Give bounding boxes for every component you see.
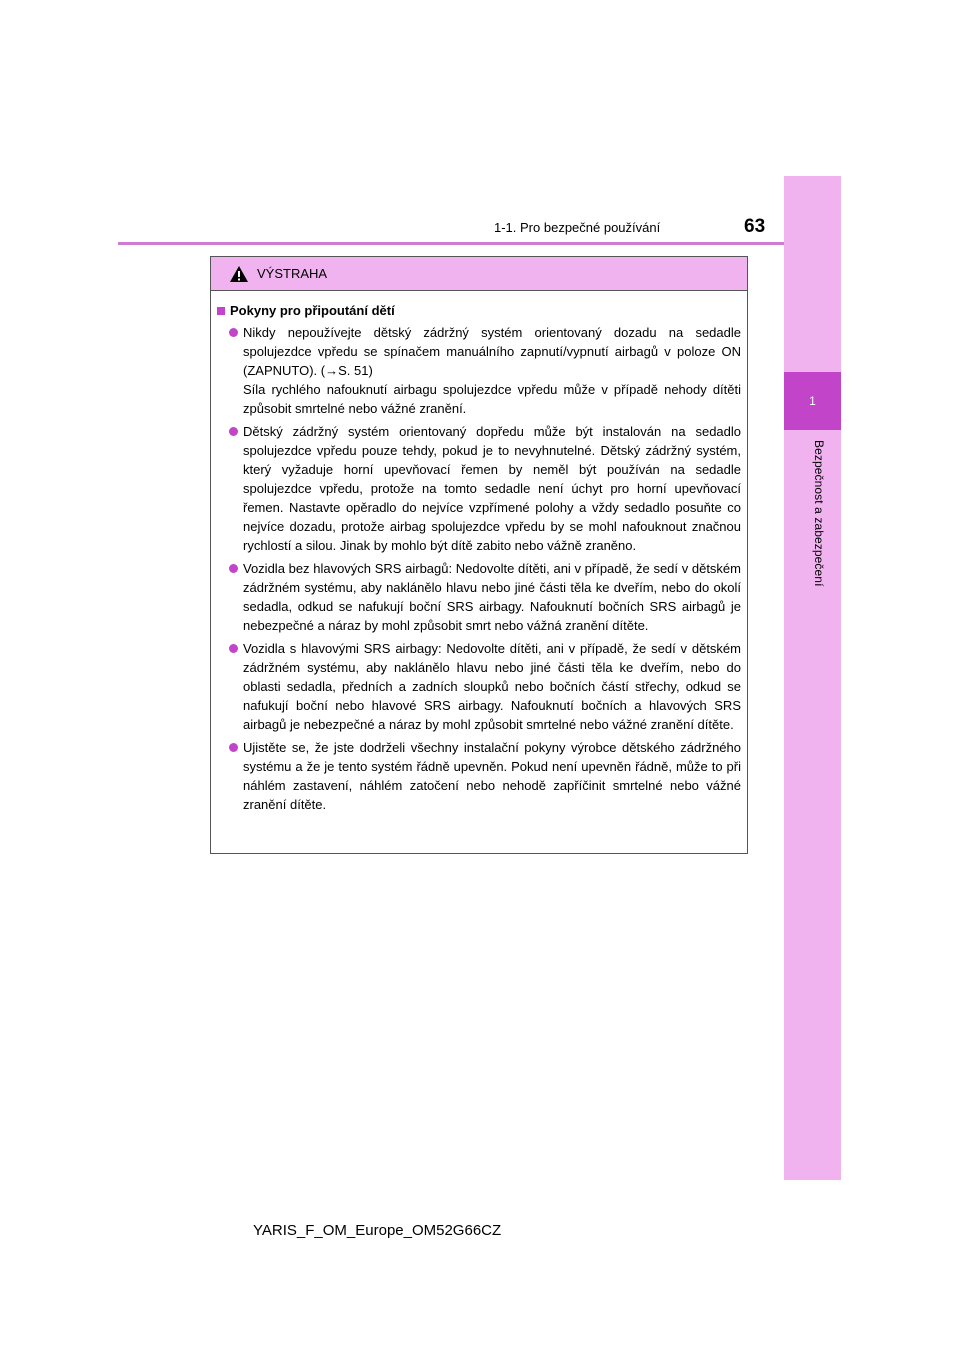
square-bullet-icon xyxy=(217,307,225,315)
chapter-title: Bezpečnost a zabezpečení xyxy=(812,440,826,587)
item-paragraph: Síla rychlého nafouknutí airbagu spolujezdce vpředu může v případě nehody dítěti způsobit smrtelné nebo vážné zranění. xyxy=(243,382,741,416)
warning-header xyxy=(211,257,747,291)
bullet-dot-icon xyxy=(229,427,238,436)
list-item xyxy=(217,639,741,734)
chapter-side-tab xyxy=(784,176,841,1180)
document-id: YARIS_F_OM_Europe_OM52G66CZ xyxy=(253,1222,502,1239)
section-title-text: Pokyny pro připoutání dětí xyxy=(230,303,395,318)
bullet-dot-icon xyxy=(229,564,238,573)
bullet-dot-icon xyxy=(229,644,238,653)
page-number: 63 xyxy=(744,216,766,237)
warning-triangle-icon xyxy=(229,265,249,283)
section-title xyxy=(217,301,741,320)
bullet-dot-icon xyxy=(229,328,238,337)
chapter-number: 1 xyxy=(809,394,816,408)
warning-title: VÝSTRAHA xyxy=(257,266,328,281)
warning-box xyxy=(210,256,748,854)
item-paragraph: Vozidla s hlavovými SRS airbagy: Nedovolte dítěti, ani v případě, že sedí v dětském zádržném systému, aby naklánělo hlavu nebo jiné části těla ke dveřím, nebo do oblasti sedadla, předních a zadních sloupků nebo bočních částí střechy, odkud se nafukují boční nebo hlavové SRS airbagy. Nafouknutí bočních a hlavových SRS airbagů je nebezpečné a náraz by mohl způsobit smrtelné nebo vážné zranění dítěte. xyxy=(243,641,741,732)
section-header: 1-1. Pro bezpečné používání xyxy=(494,220,661,235)
warning-body xyxy=(211,291,747,814)
list-item xyxy=(217,422,741,555)
bullet-dot-icon xyxy=(229,743,238,752)
list-item xyxy=(217,738,741,814)
item-paragraph: Vozidla bez hlavových SRS airbagů: Nedovolte dítěti, ani v případě, že sedí v dětském zádržném systému, aby naklánělo hlavu nebo jiné části těla ke dveřím, nebo do okolí sedadla, odkud se nafukují boční SRS airbagy. Nafouknutí bočních SRS airbagů je nebezpečné a náraz by mohl způsobit smrt nebo vážná zranění dítěte. xyxy=(243,561,741,633)
chapter-number-badge xyxy=(784,372,841,430)
item-paragraph: Dětský zádržný systém orientovaný dopředu může být instalován na sedadlo spolujezdce vpředu pouze tehdy, pokud je to nevyhnutelné. Dětský zádržný systém, který vyžaduje horní upevňovací řemen by neměl být používán na sedadle spolujezdce vpředu, protože na tomto sedadle není úchyt pro horní upevňovací řemen. Nastavte opěradlo do nejvíce vzpřímené polohy a vždy sedadlo posuňte co nejvíce dozadu, protože airbag spolujezdce vpředu by se mohl nafouknout značnou rychlostí a silou. Jinak by mohlo být dítě zabito nebo vážně zraněno. xyxy=(243,424,741,553)
list-item xyxy=(217,559,741,635)
list-item xyxy=(217,323,741,418)
header-rule xyxy=(118,242,784,245)
item-paragraph: Ujistěte se, že jste dodrželi všechny instalační pokyny výrobce dětského zádržného systému a že je tento systém řádně upevněn. Pokud není upevněn řádně, může to při náhlém zastavení, náhlém zatočení nebo nehodě zapříčinit smrtelné nebo vážné zranění dítěte. xyxy=(243,740,741,812)
item-paragraph: Nikdy nepoužívejte dětský zádržný systém orientovaný dozadu na sedadle spolujezdce vpředu se spínačem manuálního zapnutí/vypnutí airbagů v poloze ON (ZAPNUTO). (→S. 51) xyxy=(243,325,741,378)
